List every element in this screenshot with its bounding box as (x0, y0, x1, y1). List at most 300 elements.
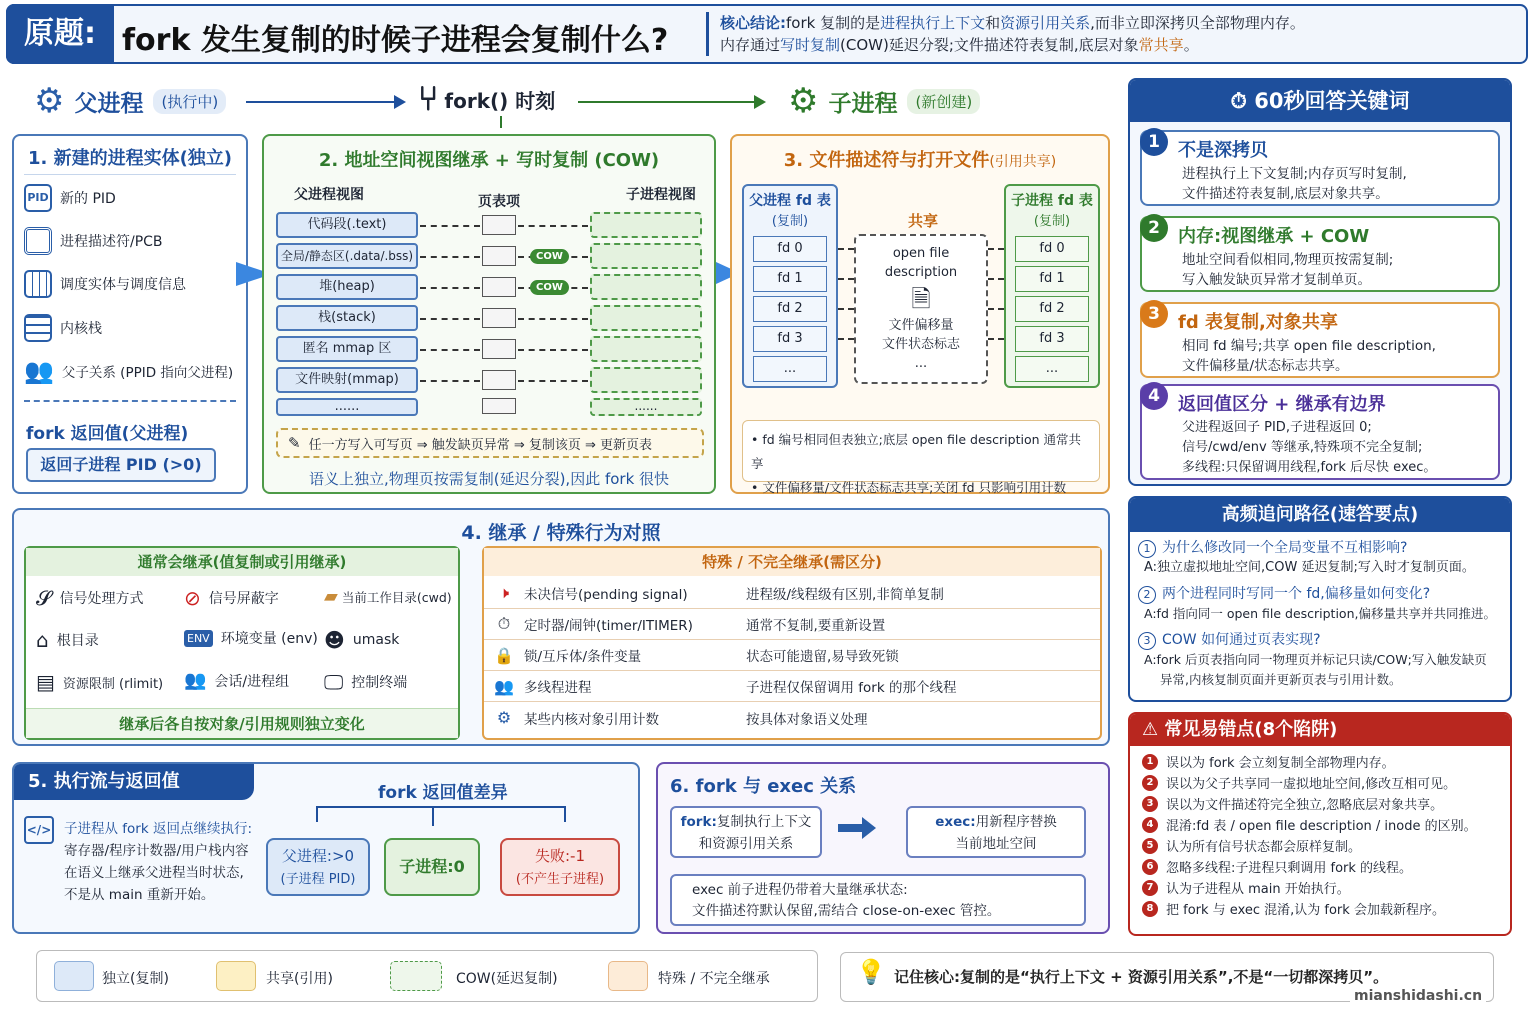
entity-item (24, 184, 116, 212)
pitfall-text: 忽略多线程:子进程只剩调用 fork 的线程。 (1166, 861, 1413, 876)
inherit-item-label: 信号屏蔽字 (208, 591, 279, 607)
pitfall-text: 误以为父子共享同一虚拟地址空间,修改互相可见。 (1166, 777, 1457, 792)
cow-note-text: 任一方写入可写页 ⇒ 触发缺页异常 ⇒ 复制该页 ⇒ 更新页表 (308, 437, 653, 453)
inherit-item (184, 670, 324, 691)
pitfall-text: 误以为 fork 会立刻复制全部物理内存。 (1166, 756, 1395, 771)
special-box (482, 546, 1102, 740)
fd-entry: fd 2 (1015, 296, 1089, 322)
pitfall-item (1142, 878, 1502, 897)
inherit-item (36, 586, 176, 610)
section-fork-exec (656, 762, 1110, 934)
fd-link-line (988, 248, 1004, 250)
exec-flow-line: 不是从 main 重新开始。 (64, 887, 215, 903)
inherit-title: 通常会继承(值复制或引用继承) (26, 548, 458, 576)
keywords-panel (1128, 78, 1512, 486)
flow-fork-label: fork() 时刻 (444, 88, 556, 113)
pitfall-number: 7 (1142, 880, 1158, 896)
entity-item (24, 314, 102, 342)
grid-icon (24, 270, 52, 298)
mapping-line (420, 287, 480, 289)
inherit-item-label: 控制终端 (351, 675, 408, 691)
folder-icon: ▰ (324, 586, 338, 607)
cog-icon: ⚙ (496, 708, 512, 727)
pitfall-text: 认为子进程从 main 开始执行。 (1166, 882, 1350, 897)
pitfall-text: 混淆:fd 表 / open file description / inode 的区别。 (1166, 819, 1477, 834)
inherit-item (324, 670, 464, 694)
section-3-title: 3. 文件描述符与打开文件 (783, 150, 990, 171)
conclusion-highlight: 写时复制 (780, 36, 841, 54)
lock-icon: 🔒 (494, 645, 514, 665)
exec-box (906, 806, 1086, 858)
inherit-item-label: umask (352, 632, 400, 648)
inherit-box (24, 546, 460, 740)
header-divider (706, 12, 709, 56)
mapping-line (420, 318, 480, 320)
keyword-line: 信号/cwd/env 等继承,特殊项不完全复制; (1182, 440, 1423, 455)
ofd-line: description (884, 265, 958, 280)
arrow-head-icon (862, 817, 876, 839)
child-segment (590, 336, 702, 362)
inherit-item (184, 586, 324, 610)
section-new-entity (12, 134, 248, 494)
parent-fd-sub: (复制) (771, 214, 809, 229)
fd-note-text: 文件偏移量/文件状态标志共享;关闭 fd 只影响引用计数 (762, 480, 1067, 495)
fork-box-line: 和资源引用关系 (698, 836, 794, 852)
conclusion-text: 和 (985, 14, 1001, 32)
arrow-head-icon (394, 95, 406, 109)
ofd-line: 文件状态标志 (881, 337, 960, 352)
conclusion-highlight: 资源引用关系 (1000, 14, 1091, 32)
exec-box-line: 当前地址空间 (955, 836, 1037, 852)
keyword-number: 4 (1140, 382, 1168, 410)
fd-link-line (838, 338, 854, 340)
inherit-item (324, 628, 464, 652)
mapping-line (420, 380, 480, 382)
section-address-space (262, 134, 716, 494)
code-icon: </> (24, 816, 54, 844)
special-key: 定时器/闹钟(timer/ITIMER) (524, 618, 693, 634)
flow-child-tag: (新创建) (907, 89, 980, 114)
child-return-value: 子进程:0 (399, 857, 465, 876)
pitfall-item (1142, 773, 1502, 792)
keyword-line: 父进程返回子 PID,子进程返回 0; (1182, 420, 1372, 435)
fd-link-line (838, 248, 854, 250)
fork-box-line (672, 811, 820, 833)
keyword-number: 3 (1140, 300, 1168, 328)
section-2-title: 2. 地址空间视图继承 + 写时复制 (COW) (318, 150, 660, 171)
fd-entry: ... (753, 356, 827, 382)
page-table-entry (482, 398, 516, 414)
special-value: 通常不复制,要重新设置 (746, 618, 886, 634)
child-segment (590, 367, 702, 393)
page-table-entry (482, 308, 516, 328)
special-value: 状态可能遗留,易导致死锁 (746, 649, 899, 665)
flow-arrow-left (246, 101, 396, 103)
dashed-divider (24, 400, 236, 402)
fd-link-line (988, 338, 1004, 340)
pitfall-number: 2 (1142, 775, 1158, 791)
pitfall-item (1142, 857, 1502, 876)
followup-answer: 异常,内核复制页面并更新页表与引用计数。 (1160, 672, 1402, 687)
fd-entry: fd 3 (753, 326, 827, 352)
child-return-box (384, 838, 480, 896)
legend-label: 共享(引用) (266, 971, 333, 987)
return-diff-title: fork 返回值差异 (378, 783, 508, 803)
flow-arrow-right (578, 101, 756, 103)
legend-swatch-independent (54, 961, 94, 991)
followup-list (1138, 538, 1504, 690)
segment-text: 代码段(.text) (276, 212, 418, 238)
branch-stem (432, 806, 434, 826)
arrow-right-icon (838, 824, 864, 832)
fd-entry: fd 1 (1015, 266, 1089, 292)
conclusion-label: 核心结论: (720, 14, 786, 32)
page-table-entry (482, 277, 516, 297)
keyword-number: 1 (1140, 128, 1168, 156)
section-2-footer: 语义上独立,物理页按需复制(延迟分裂),因此 fork 很快 (308, 470, 670, 488)
section-1-title: 1. 新建的进程实体(独立) (27, 148, 233, 169)
question-number: 2 (1138, 586, 1156, 604)
flow-parent-tag: (执行中) (153, 89, 226, 114)
keyword-title: 内存:视图继承 + COW (1178, 226, 1370, 247)
exec-flow-line: 在语义上继承父进程当时状态, (64, 865, 244, 881)
keyword-body (1182, 164, 1490, 204)
exec-box-label: exec: (935, 814, 976, 830)
special-key: 锁/互斥体/条件变量 (524, 649, 642, 665)
followup-answer: A:fd 指向同一 open file description,偏移量共享并共同推进。 (1144, 606, 1496, 621)
fork-return-value: 返回子进程 PID (>0) (26, 448, 216, 482)
ofd-line: open file (892, 246, 950, 261)
inherit-item-label: 环境变量 (env) (220, 631, 318, 647)
fd-entry: fd 0 (1015, 236, 1089, 262)
parent-fd-title: 父进程 fd 表 (749, 193, 831, 209)
conclusion-text: 。 (1183, 36, 1199, 54)
keywords-header (1130, 80, 1510, 122)
block-icon: ⊘ (184, 586, 201, 610)
entity-item (24, 227, 163, 255)
header-conclusion (720, 12, 1305, 56)
keyword-line: 多线程:只保留调用线程,fork 后尽快 exec。 (1182, 460, 1437, 475)
fd-entry: fd 1 (753, 266, 827, 292)
inherit-item (324, 586, 464, 607)
parent-view-label: 父进程视图 (294, 187, 364, 203)
inherit-footer: 继承后各自按对象/引用规则独立变化 (26, 708, 458, 738)
question-text: 两个进程同时写同一个 fd,偏移量如何变化? (1162, 586, 1431, 602)
env-icon: ENV (184, 630, 213, 647)
mapping-line (518, 349, 588, 351)
exec-box-text: 用新程序替换 (975, 814, 1057, 830)
question-text: 为什么修改同一个全局变量不互相影响? (1162, 540, 1408, 556)
conclusion-text: fork 复制的是 (786, 14, 881, 32)
exec-note (670, 874, 1086, 926)
cow-note (276, 428, 704, 458)
entity-item (24, 270, 186, 298)
gear-icon: ⚙ (34, 81, 65, 121)
question-text: COW 如何通过页表实现? (1162, 632, 1321, 648)
fd-note-text: fd 编号相同但表独立;底层 open file description 通常共享 (751, 432, 1082, 471)
special-key: 多线程进程 (524, 680, 592, 696)
fork-icon: ⑂ (418, 79, 439, 119)
exec-flow-line: 子进程从 fork 返回点继续执行: (64, 821, 253, 837)
memo-text: 记住核心:复制的是“执行上下文 + 资源引用关系”,不是“一切都深拷贝”。 (894, 968, 1389, 986)
page-table-entry (482, 339, 516, 359)
keyword-title: fd 表复制,对象共享 (1178, 312, 1338, 333)
followup-answer: A:fork 后页表指向同一物理页并标记只读/COW;写入触发缺页 (1144, 652, 1487, 667)
mapping-line (420, 256, 480, 258)
keyword-body (1182, 250, 1490, 290)
page-table-label: 页表项 (478, 194, 520, 210)
child-fd-table (1004, 184, 1100, 388)
flow-fork (418, 79, 556, 119)
flow-parent-label: 父进程 (74, 90, 144, 117)
lightbulb-icon: 💡 (856, 958, 886, 986)
mapping-line (518, 318, 588, 320)
entity-label: 父子关系 (PPID 指向父进程) (61, 365, 234, 381)
header-prefix: 原题: (24, 16, 96, 51)
page-table-entry (482, 370, 516, 390)
keywords-title: 60秒回答关键词 (1254, 89, 1410, 113)
limit-icon: ▤ (36, 670, 55, 694)
fd-note: • fd 编号相同但表独立;底层 open file description 通常共享 (751, 432, 1082, 471)
pid-icon: PID (24, 184, 52, 212)
keyword-number: 2 (1140, 214, 1168, 242)
keyword-line: 相同 fd 编号;共享 open file description, (1182, 338, 1436, 354)
page-table-entry (482, 215, 516, 235)
pitfalls-title: 常见易错点(8个陷阱) (1164, 719, 1338, 740)
ofd-line: ... (914, 356, 928, 371)
fd-entry: ... (1015, 356, 1089, 382)
flow-child (788, 81, 980, 121)
conclusion-highlight: 常共享 (1138, 36, 1184, 54)
child-segment (590, 212, 702, 238)
exec-note-line: exec 前子进程仍带着大量继承状态: (692, 882, 908, 898)
segment-anon-mmap: 匿名 mmap 区 (276, 336, 418, 362)
entity-label: 调度实体与调度信息 (60, 277, 186, 293)
flow-parent (34, 81, 226, 121)
inherit-item (184, 628, 324, 648)
inherit-item-label: 根目录 (56, 633, 99, 649)
fd-notes (742, 420, 1100, 495)
fd-link-line (988, 278, 1004, 280)
pitfall-number: 5 (1142, 838, 1158, 854)
page-title: fork 发生复制的时候子进程会复制什么? (122, 23, 669, 58)
pencil-icon: ✎ (288, 434, 301, 452)
title-underline (24, 174, 236, 175)
keyword-body (1182, 336, 1490, 376)
conclusion-text: ,而非立即深拷贝全部物理内存。 (1090, 14, 1305, 32)
special-row (484, 578, 1100, 609)
special-key: 某些内核对象引用计数 (524, 711, 659, 728)
section-4-title: 4. 继承 / 特殊行为对照 (461, 522, 661, 544)
child-fd-sub: (复制) (1033, 214, 1071, 229)
fd-entry: fd 0 (753, 236, 827, 262)
section-file-descriptors (730, 134, 1110, 494)
fail-return-value: 失败:-1 (534, 847, 585, 865)
section-5-title: 5. 执行流与返回值 (28, 771, 180, 792)
pitfall-number: 4 (1142, 817, 1158, 833)
shared-label: 共享 (908, 212, 939, 230)
pitfall-item (1142, 794, 1502, 813)
special-value: 进程级/线程级有区别,非简单复制 (746, 587, 944, 603)
followup-title: 高频追问路径(速答要点) (1221, 504, 1419, 525)
parent-fd-table (742, 184, 838, 388)
fork-box-label: fork: (680, 814, 717, 830)
site-watermark: mianshidashi.cn (1350, 988, 1486, 1004)
legend-label: COW(延迟复制) (456, 971, 558, 987)
section-exec-flow (12, 762, 640, 934)
exec-note-line: 文件描述符默认保留,需结合 close-on-exec 管控。 (692, 903, 1001, 919)
keyword-body (1182, 418, 1490, 478)
segment-file-mmap: 文件映射(mmap) (276, 367, 418, 393)
section-inheritance (12, 508, 1110, 746)
header-prefix-badge (6, 4, 114, 64)
fd-entry: fd 2 (753, 296, 827, 322)
conclusion-text: (COW)延迟分裂;文件描述符表复制,底层对象 (840, 36, 1139, 54)
segment-more: ...... (276, 398, 418, 416)
entity-item (24, 357, 233, 385)
pitfall-item (1142, 836, 1502, 855)
exec-box-line (908, 811, 1084, 833)
followup-answer: A:独立虚拟地址空间,COW 延迟复制;写入时才复制页面。 (1144, 560, 1475, 575)
inherit-item-label: 会话/进程组 (214, 673, 290, 690)
fork-box-text: 复制执行上下文 (716, 814, 812, 830)
warning-icon: ⚠ (1142, 719, 1159, 740)
speaker-icon: 🕨 (498, 583, 510, 602)
pitfall-text: 误以为文件描述符完全独立,忽略底层对象共享。 (1166, 798, 1444, 813)
home-icon: ⌂ (36, 628, 49, 652)
legend-label: 特殊 / 不完全继承 (658, 971, 770, 987)
pitfall-item (1142, 815, 1502, 834)
special-value: 子进程仅保留调用 fork 的那个线程 (746, 680, 957, 696)
section-6-title: 6. fork 与 exec 关系 (670, 776, 857, 797)
special-key: 未决信号(pending signal) (524, 587, 688, 603)
legend-label: 独立(复制) (102, 971, 169, 987)
followup-question (1138, 630, 1504, 650)
inherit-item (36, 628, 176, 652)
entity-label: 新的 PID (60, 191, 116, 207)
flow-child-label: 子进程 (828, 90, 898, 117)
cow-badge: COW (530, 280, 569, 295)
special-row (484, 702, 1100, 733)
arrow-head-icon (754, 95, 766, 109)
pitfall-number: 3 (1142, 796, 1158, 812)
special-row (484, 640, 1100, 671)
legend-swatch-cow (390, 961, 442, 991)
pitfall-number: 1 (1142, 754, 1158, 770)
gear-icon: ⚙ (788, 81, 819, 121)
mapping-line (420, 225, 480, 227)
section-3-heading (732, 146, 1108, 172)
keyword-line: 文件描述符表复制,底层对象共享。 (1182, 186, 1389, 202)
fd-entry: fd 3 (1015, 326, 1089, 352)
flow-down-arrow (500, 116, 502, 128)
pitfalls-panel (1128, 712, 1512, 936)
parent-return-sub: (子进程 PID) (280, 872, 356, 887)
ofd-line: 文件偏移量 (888, 318, 954, 333)
child-view-label: 子进程视图 (626, 187, 696, 203)
open-file-description-box (854, 234, 988, 384)
followup-question (1138, 538, 1504, 558)
timer-icon: ⏱ (497, 614, 511, 633)
child-segment-more: ...... (590, 398, 702, 416)
fd-note: • 文件偏移量/文件状态标志共享;关闭 fd 只影响引用计数 (751, 480, 1067, 495)
segment-data: 全局/静态区(.data/.bss) (276, 243, 418, 269)
group-icon: 👥 (184, 670, 207, 691)
document-icon: 🗎 (911, 285, 931, 313)
inherit-item-label: 信号处理方式 (59, 591, 144, 607)
parent-return-value: 父进程:>0 (281, 847, 355, 865)
fd-link-line (838, 278, 854, 280)
mapping-line (518, 225, 588, 227)
followup-panel (1128, 496, 1512, 702)
legend-swatch-shared (216, 961, 256, 991)
special-row (484, 609, 1100, 640)
fd-link-line (838, 308, 854, 310)
inherit-item-label: 当前工作目录(cwd) (341, 589, 452, 605)
fd-link-line (988, 308, 1004, 310)
inherit-item-label: 资源限制 (rlimit) (62, 676, 164, 692)
parent-return-box (266, 838, 370, 896)
pitfall-number: 6 (1142, 859, 1158, 875)
keyword-card (1140, 384, 1500, 480)
fail-return-box (500, 838, 620, 896)
keyword-line: 文件偏移量/状态标志共享。 (1182, 358, 1349, 374)
conclusion-text: 内存通过 (720, 36, 781, 54)
keyword-title: 不是深拷贝 (1178, 140, 1268, 161)
signal-icon: 𝓢 (36, 586, 52, 610)
pitfall-number: 8 (1142, 901, 1158, 917)
question-number: 1 (1138, 540, 1156, 558)
child-fd-title: 子进程 fd 表 (1011, 193, 1093, 209)
child-segment (590, 243, 702, 269)
legend-swatch-special (608, 961, 648, 991)
page-table-entry (482, 246, 516, 266)
conclusion-highlight: 进程执行上下文 (880, 14, 986, 32)
exec-flow-text (64, 818, 252, 906)
pitfall-item (1142, 752, 1502, 771)
keyword-line: 写入触发缺页异常才复制单页。 (1182, 272, 1371, 288)
entity-label: 进程描述符/PCB (60, 234, 163, 250)
special-value: 按具体对象语义处理 (746, 711, 868, 728)
keyword-line: 进程执行上下文复制;内存页写时复制, (1182, 166, 1407, 182)
stack-icon (24, 314, 52, 342)
keyword-line: 地址空间看似相同,物理页按需复制; (1182, 252, 1394, 268)
inherit-item (36, 670, 176, 694)
pitfall-item (1142, 899, 1502, 918)
special-title: 特殊 / 不完全继承(需区分) (484, 548, 1100, 576)
chip-icon (24, 227, 52, 255)
section-3-tag: (引用共享) (989, 154, 1057, 170)
segment-stack: 栈(stack) (276, 305, 418, 331)
segment-heap: 堆(heap) (276, 274, 418, 300)
keyword-title: 返回值区分 + 继承有边界 (1178, 394, 1386, 415)
exec-flow-line: 寄存器/程序计数器/用户栈内容 (64, 843, 249, 859)
entity-label: 内核栈 (60, 321, 102, 337)
fork-box (670, 806, 822, 858)
keyword-card (1140, 216, 1500, 292)
section-5-header (14, 764, 254, 800)
branch-line (316, 806, 566, 822)
keyword-card (1140, 130, 1500, 206)
users-icon: 👥 (24, 357, 54, 385)
threads-icon: 👥 (494, 676, 514, 696)
stopwatch-icon: ⏱ (1230, 89, 1247, 113)
child-segment (590, 274, 702, 300)
question-number: 3 (1138, 632, 1156, 650)
special-row (484, 671, 1100, 702)
fail-return-sub: (不产生子进程) (515, 872, 605, 887)
mapping-line (518, 380, 588, 382)
